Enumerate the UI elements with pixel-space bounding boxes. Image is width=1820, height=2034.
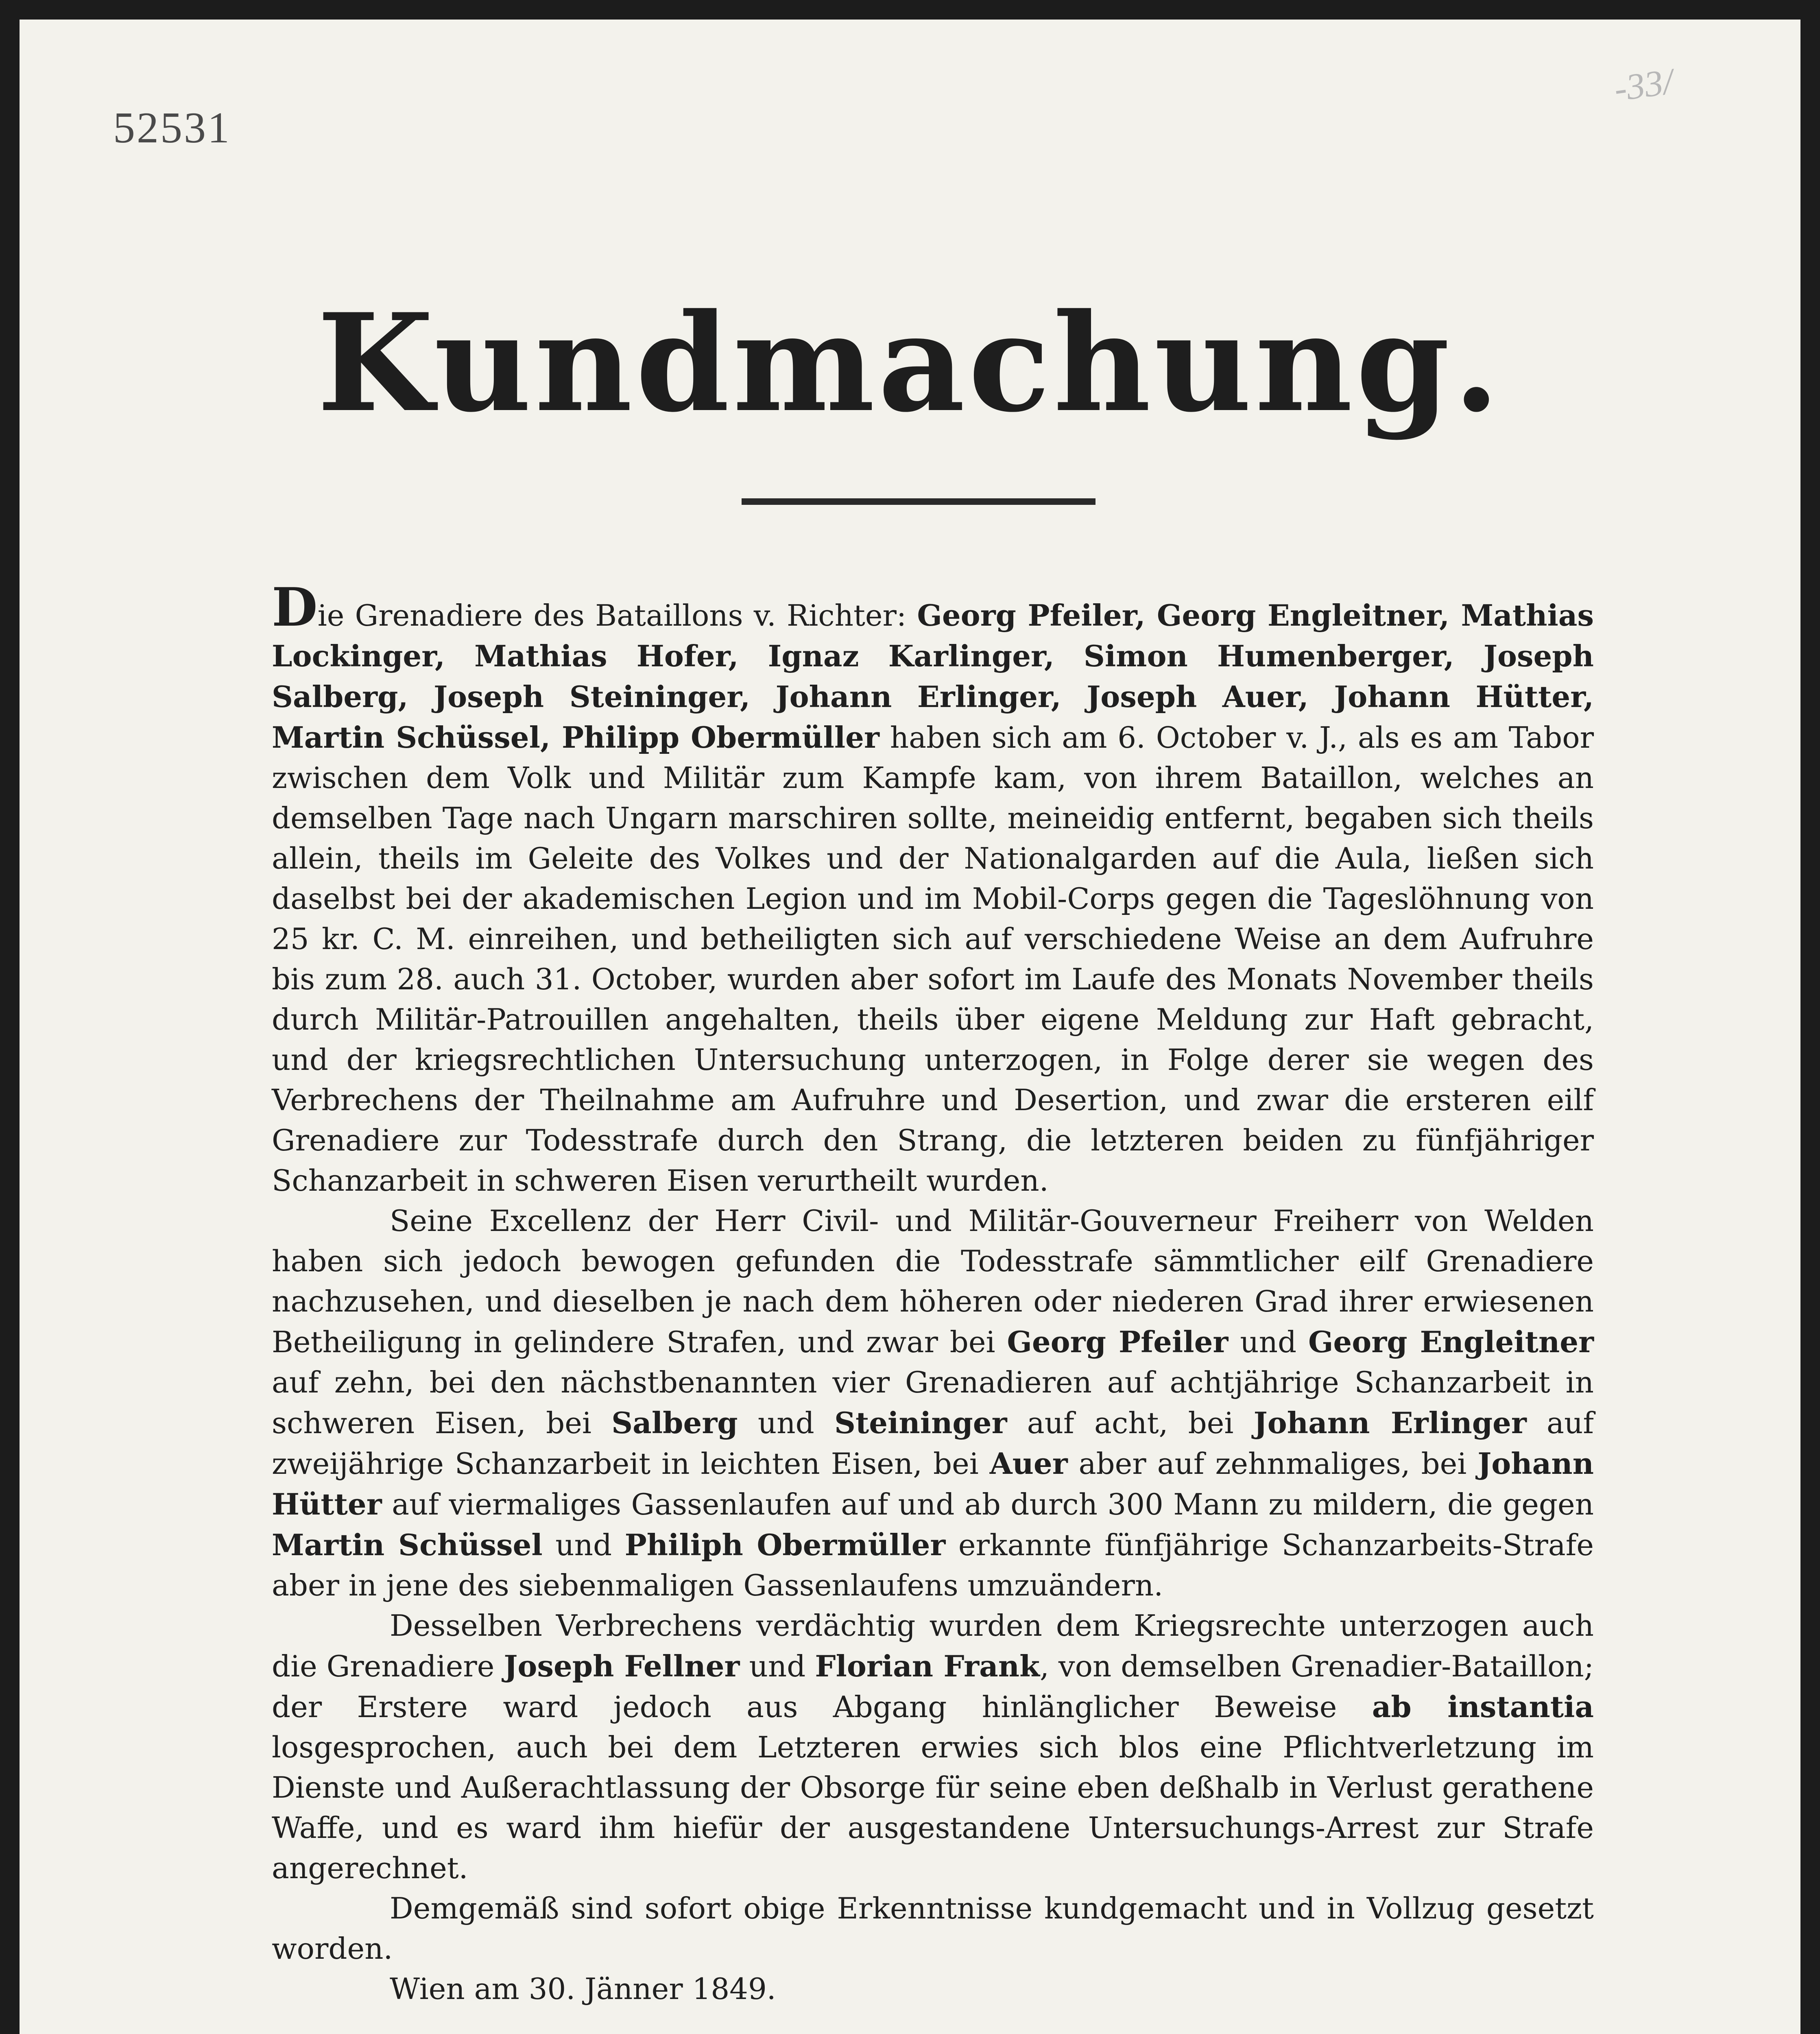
- paragraph-3-text: und: [740, 1649, 815, 1683]
- name: Georg Pfeiler: [1007, 1325, 1229, 1359]
- paragraph-1-text: ie Grenadiere des Bataillons v. Richter:: [317, 598, 917, 633]
- paragraph-2-text: erkannte fünfjährige Schanzarbeits-Strafe aber in jene des siebenmaligen Gassenlaufens umzuändern.: [272, 1528, 1594, 1602]
- paragraph-1-text: haben sich am 6. October v. J., als es am Tabor zwischen dem Volk und Militär zum Kampfe kam, von ihrem Bataillon, welches an demselben Tage nach Ungarn marschiren sollte, meineidig entfernt, begaben sich theils allein, theils im Geleite des Volkes und der Nationalgarden auf die Aula, ließen sich daselbst bei der akademischen Legion und im Mobil-Corps gegen die Tageslöhnung von 25 kr. C. M. einreihen, und betheiligten sich auf verschiedene Weise an dem Aufruhre bis zum 28. auch 31. October, wurden aber sofort im Laufe des Monats November theils durch Militär-Patrouillen angehalten, theils über eigene Meldung zur Haft gebracht, und der kriegsrechtlichen Untersuchung unterzogen, in Folge derer sie wegen des Verbrechens der Theilnahme am Aufruhre und Desertion, und zwar die ersteren eilf Grenadiere zur Todesstrafe durch den Strang, die letzteren beiden zu fünfjähriger Schanzarbeit in schweren Eisen verurtheilt wurden.: [272, 720, 1594, 1198]
- paragraph-2-text: auf zweijährige Schanzarbeit in leichten Eisen, bei: [272, 1406, 1594, 1481]
- inventory-number: 52531: [113, 104, 231, 152]
- paragraph-2: [272, 1201, 1594, 1606]
- dropcap: D: [272, 576, 318, 638]
- name: Georg Engleitner: [1308, 1325, 1594, 1359]
- date-line: Wien am 30. Jänner 1849.: [390, 1972, 776, 2006]
- paragraph-2-text: und: [542, 1528, 625, 1562]
- document-sheet: [20, 20, 1800, 2034]
- paragraph-2-text: aber auf zehnmaliges, bei: [1067, 1447, 1478, 1481]
- name: Johann Erlinger: [1253, 1405, 1527, 1440]
- paragraph-2-text: auf viermaliges Gassenlaufen auf und ab durch 300 Mann zu mildern, die gegen: [382, 1487, 1594, 1521]
- paragraph-2-text: auf zehn, bei den nächstbenannten vier Grenadieren auf achtjährige Schanzarbeit in schweren Eisen, bei: [272, 1365, 1594, 1440]
- name: Auer: [989, 1446, 1068, 1481]
- pencil-mark: -33/: [1611, 61, 1676, 109]
- latin-term: ab instantia: [1372, 1689, 1594, 1724]
- name: Martin Schüssel: [272, 1528, 543, 1562]
- name: Steininger: [834, 1405, 1007, 1440]
- paragraph-2-text: und: [738, 1406, 834, 1440]
- title-rule: [742, 498, 1095, 505]
- name: Salberg: [611, 1405, 738, 1440]
- paragraph-2-text: Seine Excellenz der Herr Civil- und Militär-Gouverneur Freiherr von Welden haben sich jedoch bewogen gefunden die Todesstrafe sämmtlicher eilf Grenadiere nachzusehen, und dieselben je nach dem höheren oder niederen Grad ihrer erwiesenen Betheiligung in gelindere Strafen, und zwar bei: [272, 1204, 1594, 1359]
- paragraph-1: [272, 576, 1594, 1201]
- paragraph-3-text: , von demselben Grenadier-Bataillon; der Erstere ward jedoch aus Abgang hinlänglicher Beweise: [272, 1649, 1594, 1724]
- announcement-body: [272, 576, 1594, 2009]
- name: Joseph Fellner: [504, 1649, 740, 1683]
- paragraph-3-text: losgesprochen, auch bei dem Letzteren erwies sich blos eine Pflichtverletzung im Dienste und Außerachtlassung der Obsorge für seine eben deßhalb in Verlust gerathene Waffe, und es ward ihm hiefür der ausgestandene Untersuchungs-Arrest zur Strafe angerechnet.: [272, 1730, 1594, 1885]
- paragraph-4: Demgemäß sind sofort obige Erkenntnisse kundgemacht und in Vollzug gesetzt worden.: [272, 1891, 1594, 1966]
- page-title: Kundmachung.: [317, 284, 1503, 442]
- paragraph-3-text: Desselben Verbrechens verdächtig wurden dem Kriegsrechte unterzogen auch die Grenadiere: [272, 1608, 1594, 1683]
- paragraph-2-text: auf acht, bei: [1007, 1406, 1254, 1440]
- name: Florian Frank: [815, 1649, 1040, 1683]
- grenadier-names: Georg Pfeiler, Georg Engleitner, Mathias Lockinger, Mathias Hofer, Ignaz Karlinger, Simon Humenberger, Joseph Salberg, Joseph Steininger, Johann Erlinger, Joseph Auer, Johann Hütter, Martin Schüssel, Philipp Obermüller: [272, 598, 1594, 755]
- paragraph-2-text: und: [1228, 1325, 1308, 1359]
- name: Philiph Obermüller: [624, 1528, 946, 1562]
- name: Johann Hütter: [272, 1446, 1594, 1521]
- paragraph-3: [272, 1606, 1594, 1888]
